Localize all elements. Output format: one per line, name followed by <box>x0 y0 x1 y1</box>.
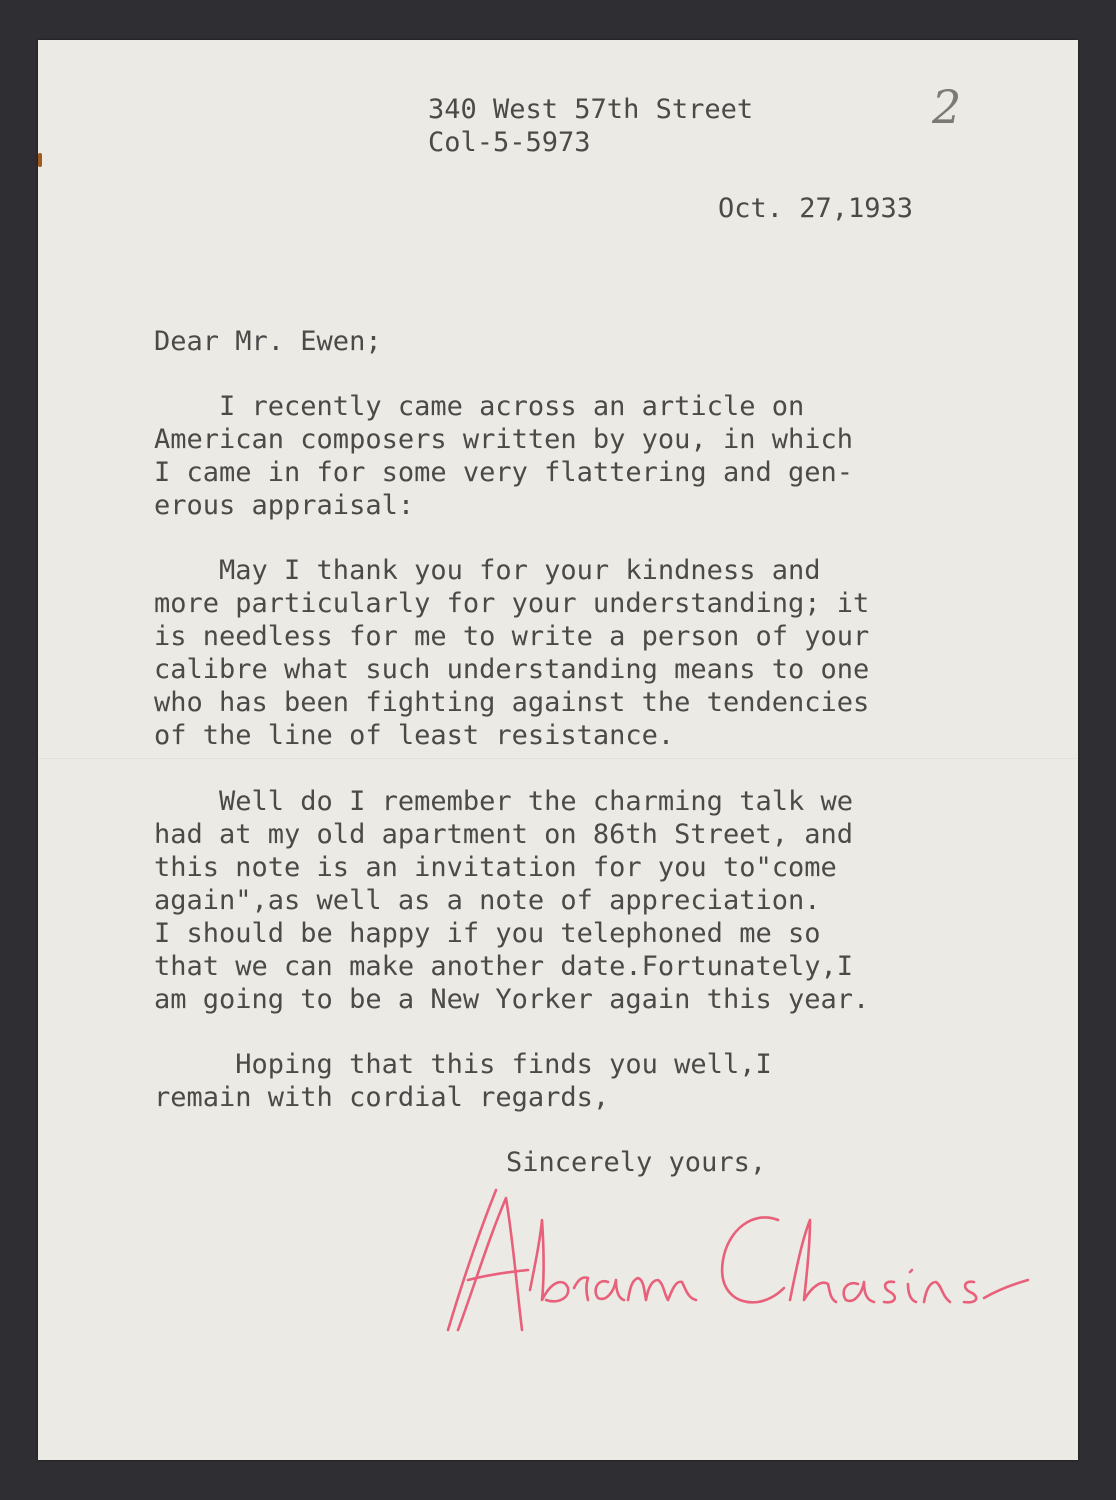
sender-address: 340 West 57th Street <box>428 94 754 125</box>
paragraph-line: I recently came across an article on <box>154 391 805 422</box>
paragraph-line: calibre what such understanding means to one <box>154 654 870 685</box>
closing: Sincerely yours, <box>506 1147 767 1178</box>
paragraph-line: remain with cordial regards, <box>154 1082 610 1113</box>
paragraph-line: is needless for me to write a person of your <box>154 621 870 652</box>
paragraph-line: Well do I remember the charming talk we <box>154 786 853 817</box>
handwritten-signature <box>418 1180 1058 1340</box>
paragraph-line: of the line of least resistance. <box>154 720 675 751</box>
paper-fold-line <box>38 758 1078 760</box>
paragraph-line: May I thank you for your kindness and <box>154 555 821 586</box>
paragraph-line: more particularly for your understanding; it <box>154 588 870 619</box>
salutation: Dear Mr. Ewen; <box>154 326 382 357</box>
letter-page <box>38 40 1078 1460</box>
paragraph-line: American composers written by you, in which <box>154 424 853 455</box>
letter-date: Oct. 27,1933 <box>718 193 914 224</box>
paragraph-line: who has been fighting against the tendencies <box>154 687 870 718</box>
sender-phone: Col-5-5973 <box>428 127 591 158</box>
paragraph-line: erous appraisal: <box>154 490 415 521</box>
paragraph-line: that we can make another date.Fortunately,I <box>154 951 853 982</box>
paragraph-line: this note is an invitation for you to"come <box>154 852 837 883</box>
page-number: 2 <box>932 80 962 134</box>
paragraph-line: am going to be a New Yorker again this year. <box>154 984 870 1015</box>
paragraph-line: I should be happy if you telephoned me so <box>154 918 821 949</box>
paper-stain <box>38 153 42 167</box>
signature-strokes <box>448 1190 1028 1330</box>
paragraph-line: had at my old apartment on 86th Street, and <box>154 819 853 850</box>
paragraph-line: Hoping that this finds you well,I <box>154 1049 772 1080</box>
paragraph-line: again",as well as a note of appreciation. <box>154 885 821 916</box>
paragraph-line: I came in for some very flattering and gen- <box>154 457 853 488</box>
